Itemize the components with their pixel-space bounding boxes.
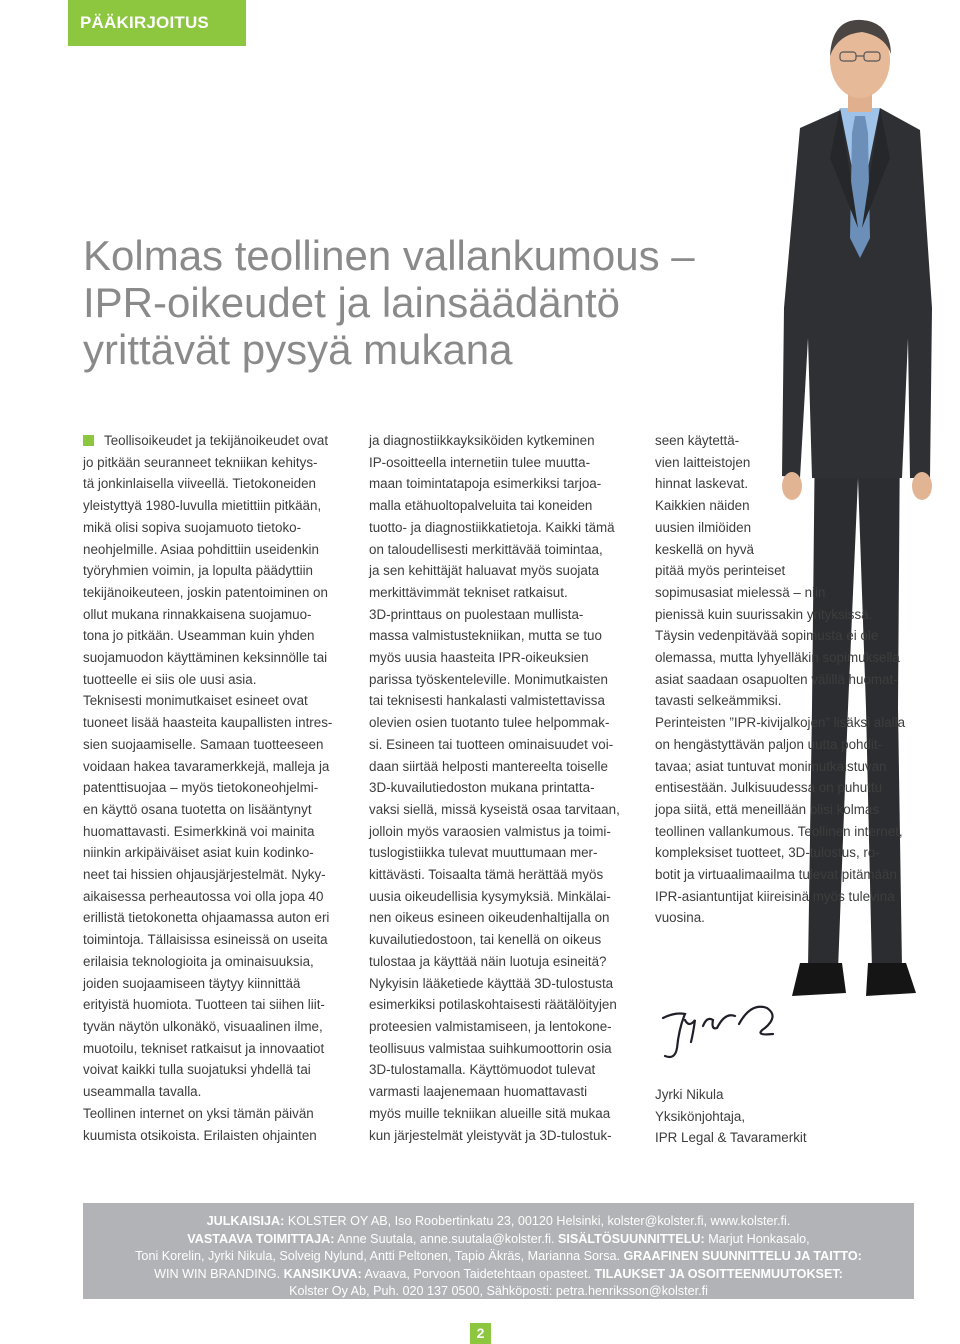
article-column-2 <box>369 430 639 1146</box>
author-name: Jyrki Nikula <box>655 1087 724 1102</box>
article-line: daan siirtää helposti mantereelta toiselle <box>369 758 608 774</box>
article-line: keskellä on hyvä <box>655 541 754 557</box>
article-line: sopimusasiat mielessä – niin <box>655 584 826 600</box>
colophon-text: Marjut Honkasalo, <box>708 1231 810 1246</box>
article-line: tulostaa ja käyttää näin luotuja esineitä? <box>369 953 607 969</box>
article-line: tuoneet lisää haasteita kaupallisten intres- <box>83 715 333 731</box>
article-line: joiden suojaamiseen täytyy kiinnittää <box>83 975 301 991</box>
signature-block <box>655 1084 807 1149</box>
article-line: kun järjestelmät yleistyvät ja 3D-tulostuk- <box>369 1127 612 1143</box>
colophon-text: KOLSTER OY AB, Iso Roobertinkatu 23, 00120 Helsinki, kolster@kolster.fi, www.kolster.fi. <box>287 1214 791 1228</box>
article-line: myös muille tekniikan alueille sitä mukaa <box>369 1105 611 1121</box>
article-line: mikä olisi sopiva suojamuoto tietoko- <box>83 519 302 535</box>
article-line: tai teknisesti hankalasti valmistettavissa <box>369 693 605 709</box>
article-line: jopa siitä, että meneillään olisi kolmas <box>655 801 880 817</box>
article-line: erillistä tietokonetta ohjaamassa auton eri <box>83 910 330 926</box>
colophon-text: Avaava, Porvoon Taidetehtaan opasteet. <box>364 1266 591 1281</box>
article-line: on taloudellisesti merkittävää toimintaa, <box>369 541 603 557</box>
article-line: neet tai hissien ohjausjärjestelmät. Nyky- <box>83 867 326 883</box>
article-line: malla etähuoltopalveluita tai koneiden <box>369 498 593 514</box>
article-line: jo pitkään seuranneet tekniikan kehitys- <box>83 454 318 470</box>
colophon-label: SISÄLTÖSUUNNITTELU: <box>558 1231 705 1246</box>
article-line: huomattavasti. Esimerkkinä voi mainita <box>83 823 315 839</box>
article-line: erilaisia teknologioita ja ominaisuuksia, <box>83 953 314 969</box>
article-line: Perinteisten ”IPR-kivijalkojen” lisäksi alalla <box>655 715 906 731</box>
article-line: olemassa, mutta lyhyelläkin sopimuksella <box>655 650 900 666</box>
article-line: Nykyisin lääketiede käyttää 3D-tulostusta <box>369 975 614 991</box>
colophon <box>83 1203 914 1299</box>
article-line: vaksi siellä, missä kyseistä osaa tarvitaan, <box>369 801 620 817</box>
article-line: IP-osoitteella internetiin tulee muutta- <box>369 454 591 470</box>
article-line: pienissä kuin suurissakin yrityksissä. <box>655 606 873 622</box>
article-line: seen käytettä- <box>655 433 740 448</box>
article-line: ollut mukana rinnakkaisena suojamuo- <box>83 606 312 622</box>
article-line: si. Esineen tai tuotteen ominaisuudet voi- <box>369 736 614 752</box>
article-line: tavaa; asiat tuntuvat monimutkaistuvan <box>655 758 887 774</box>
colophon-text: WIN WIN BRANDING. <box>154 1266 281 1281</box>
article-line: varmasti laajenemaan huomattavasti <box>369 1084 588 1100</box>
article-line: voidaan hakea tavaramerkkejä, malleja ja <box>83 758 330 774</box>
article-line-text: Teollisoikeudet ja tekijänoikeudet ovat <box>104 433 329 448</box>
article-line: jolloin myös varaosien valmistus ja toimi- <box>369 823 611 839</box>
article-line: botit ja virtuaalimaailma tulevat pitämään <box>655 867 897 883</box>
article-line: IPR-asiantuntijat kiireisinä myös tulevina <box>655 888 895 904</box>
title-line: yrittävät pysyä mukana <box>83 326 513 373</box>
article-line: useammalla tavalla. <box>83 1084 202 1100</box>
article-line: merkittävimmät tekniset ratkaisut. <box>369 584 568 600</box>
article-line: tekijänoikeuteen, joskin patentoiminen on <box>83 584 328 600</box>
author-title: Yksikönjohtaja, <box>655 1108 746 1124</box>
article-line: proteesien valmistamiseen, ja lentokone- <box>369 1018 612 1034</box>
article-line: patenttisuojaa – myös tietokoneohjelmi- <box>83 780 319 796</box>
article-line: Kaikkien näiden <box>655 498 750 514</box>
article-line: 3D-kuvailutiedoston mukana printatta- <box>369 780 595 796</box>
article-line: 3D-tulostamalla. Käyttömuodot tulevat <box>369 1062 596 1078</box>
article-line: uusia oikeudellisia kysymyksiä. Minkälai- <box>369 888 611 904</box>
article-line: aikaisessa perheautossa voi olla jopa 40 <box>83 888 324 904</box>
title-line: Kolmas teollinen vallankumous – <box>83 232 695 279</box>
colophon-label: JULKAISIJA: <box>206 1214 285 1228</box>
handwritten-signature <box>655 998 785 1068</box>
article-line: erityistä huomiota. Tuotteen tai siihen liit- <box>83 997 325 1013</box>
article-line: tavasti selkeämmiksi. <box>655 693 782 709</box>
page-title <box>83 232 803 373</box>
page-number: 2 <box>470 1323 491 1344</box>
article-line: uusien ilmiöiden <box>655 519 752 535</box>
title-line: IPR-oikeudet ja lainsäädäntö <box>83 279 621 326</box>
article-line: vien laitteistojen <box>655 454 751 470</box>
colophon-text: Anne Suutala, anne.suutala@kolster.fi. <box>337 1231 555 1246</box>
article-line: asiat saadaan osapuolten välillä huomat- <box>655 671 898 687</box>
article-line: Täysin vedenpitävää sopimusta ei ole <box>655 628 879 644</box>
article-line: hinnat laskevat. <box>655 476 749 492</box>
article-line: on hengästyttävän paljon uutta pohdit- <box>655 736 883 752</box>
colophon-label: KANSIKUVA: <box>283 1266 362 1281</box>
bullet-square-icon <box>83 435 94 446</box>
article-line: parissa työskenteleville. Monimutkaisten <box>369 671 608 687</box>
article-line: esimerkiksi potilaskohtaisesti räätälöityjen <box>369 997 617 1013</box>
section-label: PÄÄKIRJOITUS <box>68 0 246 46</box>
article-line: työryhmien voimin, ja lopulta päädyttiin <box>83 563 313 579</box>
article-line: vuosina. <box>655 910 705 926</box>
article-line: pitää myös perinteiset <box>655 563 786 579</box>
article-column-3 <box>655 430 915 929</box>
colophon-label: VASTAAVA TOIMITTAJA: <box>187 1231 335 1246</box>
article-line: maan toimintatapoja esimerkiksi tarjoa- <box>369 476 602 492</box>
article-line: toimintoja. Tällaisissa esineissä on useita <box>83 932 328 948</box>
article-line: teollinen vallankumous. Teollinen internet, <box>655 823 903 839</box>
article-line: 3D-printtaus on puolestaan mullista- <box>369 606 584 622</box>
article-line <box>83 430 353 452</box>
article-line: tyvän näytön ulkonäkö, visuaalinen ilme, <box>83 1018 323 1034</box>
colophon-text: Kolster Oy Ab, Puh. 020 137 0500, Sähköposti: petra.henriksson@kolster.fi <box>289 1284 708 1299</box>
article-line: tuslogistiikka tulevat muuttumaan mer- <box>369 845 598 861</box>
article-line: en käyttö osana tuotetta on lisääntynyt <box>83 801 312 817</box>
author-unit: IPR Legal & Tavaramerkit <box>655 1130 807 1146</box>
article-line: tuotteelle ei siis ole uusi asia. <box>83 671 257 687</box>
article-line: kuvailutiedostoon, tai kenellä on oikeus <box>369 932 602 948</box>
article-line: nen oikeus esineen oikeudenhaltijalla on <box>369 910 610 926</box>
article-line: muotoilu, tekniset ratkaisut ja innovaatiot <box>83 1040 325 1056</box>
article-line: ja sen kehittäjät haluavat myös suojata <box>369 563 600 579</box>
article-line: yleistyttyä 1980-luvulla mietittiin pitkään, <box>83 498 322 514</box>
colophon-label: GRAAFINEN SUUNNITTELU JA TAITTO: <box>623 1249 862 1264</box>
article-line: olevien osien tuotanto tulee helpommak- <box>369 715 610 731</box>
article-line: tuotto- ja diagnostiikkatietoja. Kaikki tämä <box>369 519 615 535</box>
article-line: sien suojaamiselle. Samaan tuotteeseen <box>83 736 324 752</box>
article-line: niinkin arkipäiväiset asiat kuin kodinko- <box>83 845 314 861</box>
colophon-text: Toni Korelin, Jyrki Nikula, Solveig Nylund, Antti Peltonen, Tapio Äkräs, Marianna Sorsa. <box>135 1249 621 1264</box>
article-line: Teollinen internet on yksi tämän päivän <box>83 1105 314 1121</box>
article-line: massa valmistustekniikan, mutta se tuo <box>369 628 602 644</box>
article-line: teollisuus valmistaa suihkumoottorin osia <box>369 1040 612 1056</box>
article-line: entisestään. Julkisuudessa on puhuttu <box>655 780 883 796</box>
article-line: myös uusia haasteita IPR-oikeuksien <box>369 650 589 666</box>
article-line: tä jonkinlaisella viiveellä. Tietokoneiden <box>83 476 316 492</box>
article-line: Teknisesti monimutkaiset esineet ovat <box>83 693 308 709</box>
article-line: neohjelmille. Asiaa pohdittiin useidenkin <box>83 541 319 557</box>
article-line: voivat kaikki tulla suojatuksi yhdellä tai <box>83 1062 311 1078</box>
colophon-label: TILAUKSET JA OSOITTEENMUUTOKSET: <box>594 1266 843 1281</box>
article-line: ja diagnostiikkayksiköiden kytkeminen <box>369 433 595 448</box>
article-line: kuumista otsikoista. Erilaisten ohjainten <box>83 1127 317 1143</box>
article-line: kittävästi. Toisaalta tämä herättää myös <box>369 867 604 883</box>
article-line: kompleksiset tuotteet, 3D-tulostus, ro- <box>655 845 880 861</box>
article-column-1 <box>83 430 353 1146</box>
article-line: tona jo pitkään. Useamman kuin yhden <box>83 628 315 644</box>
article-line: suojamuodon käyttäminen keksinnölle tai <box>83 650 328 666</box>
